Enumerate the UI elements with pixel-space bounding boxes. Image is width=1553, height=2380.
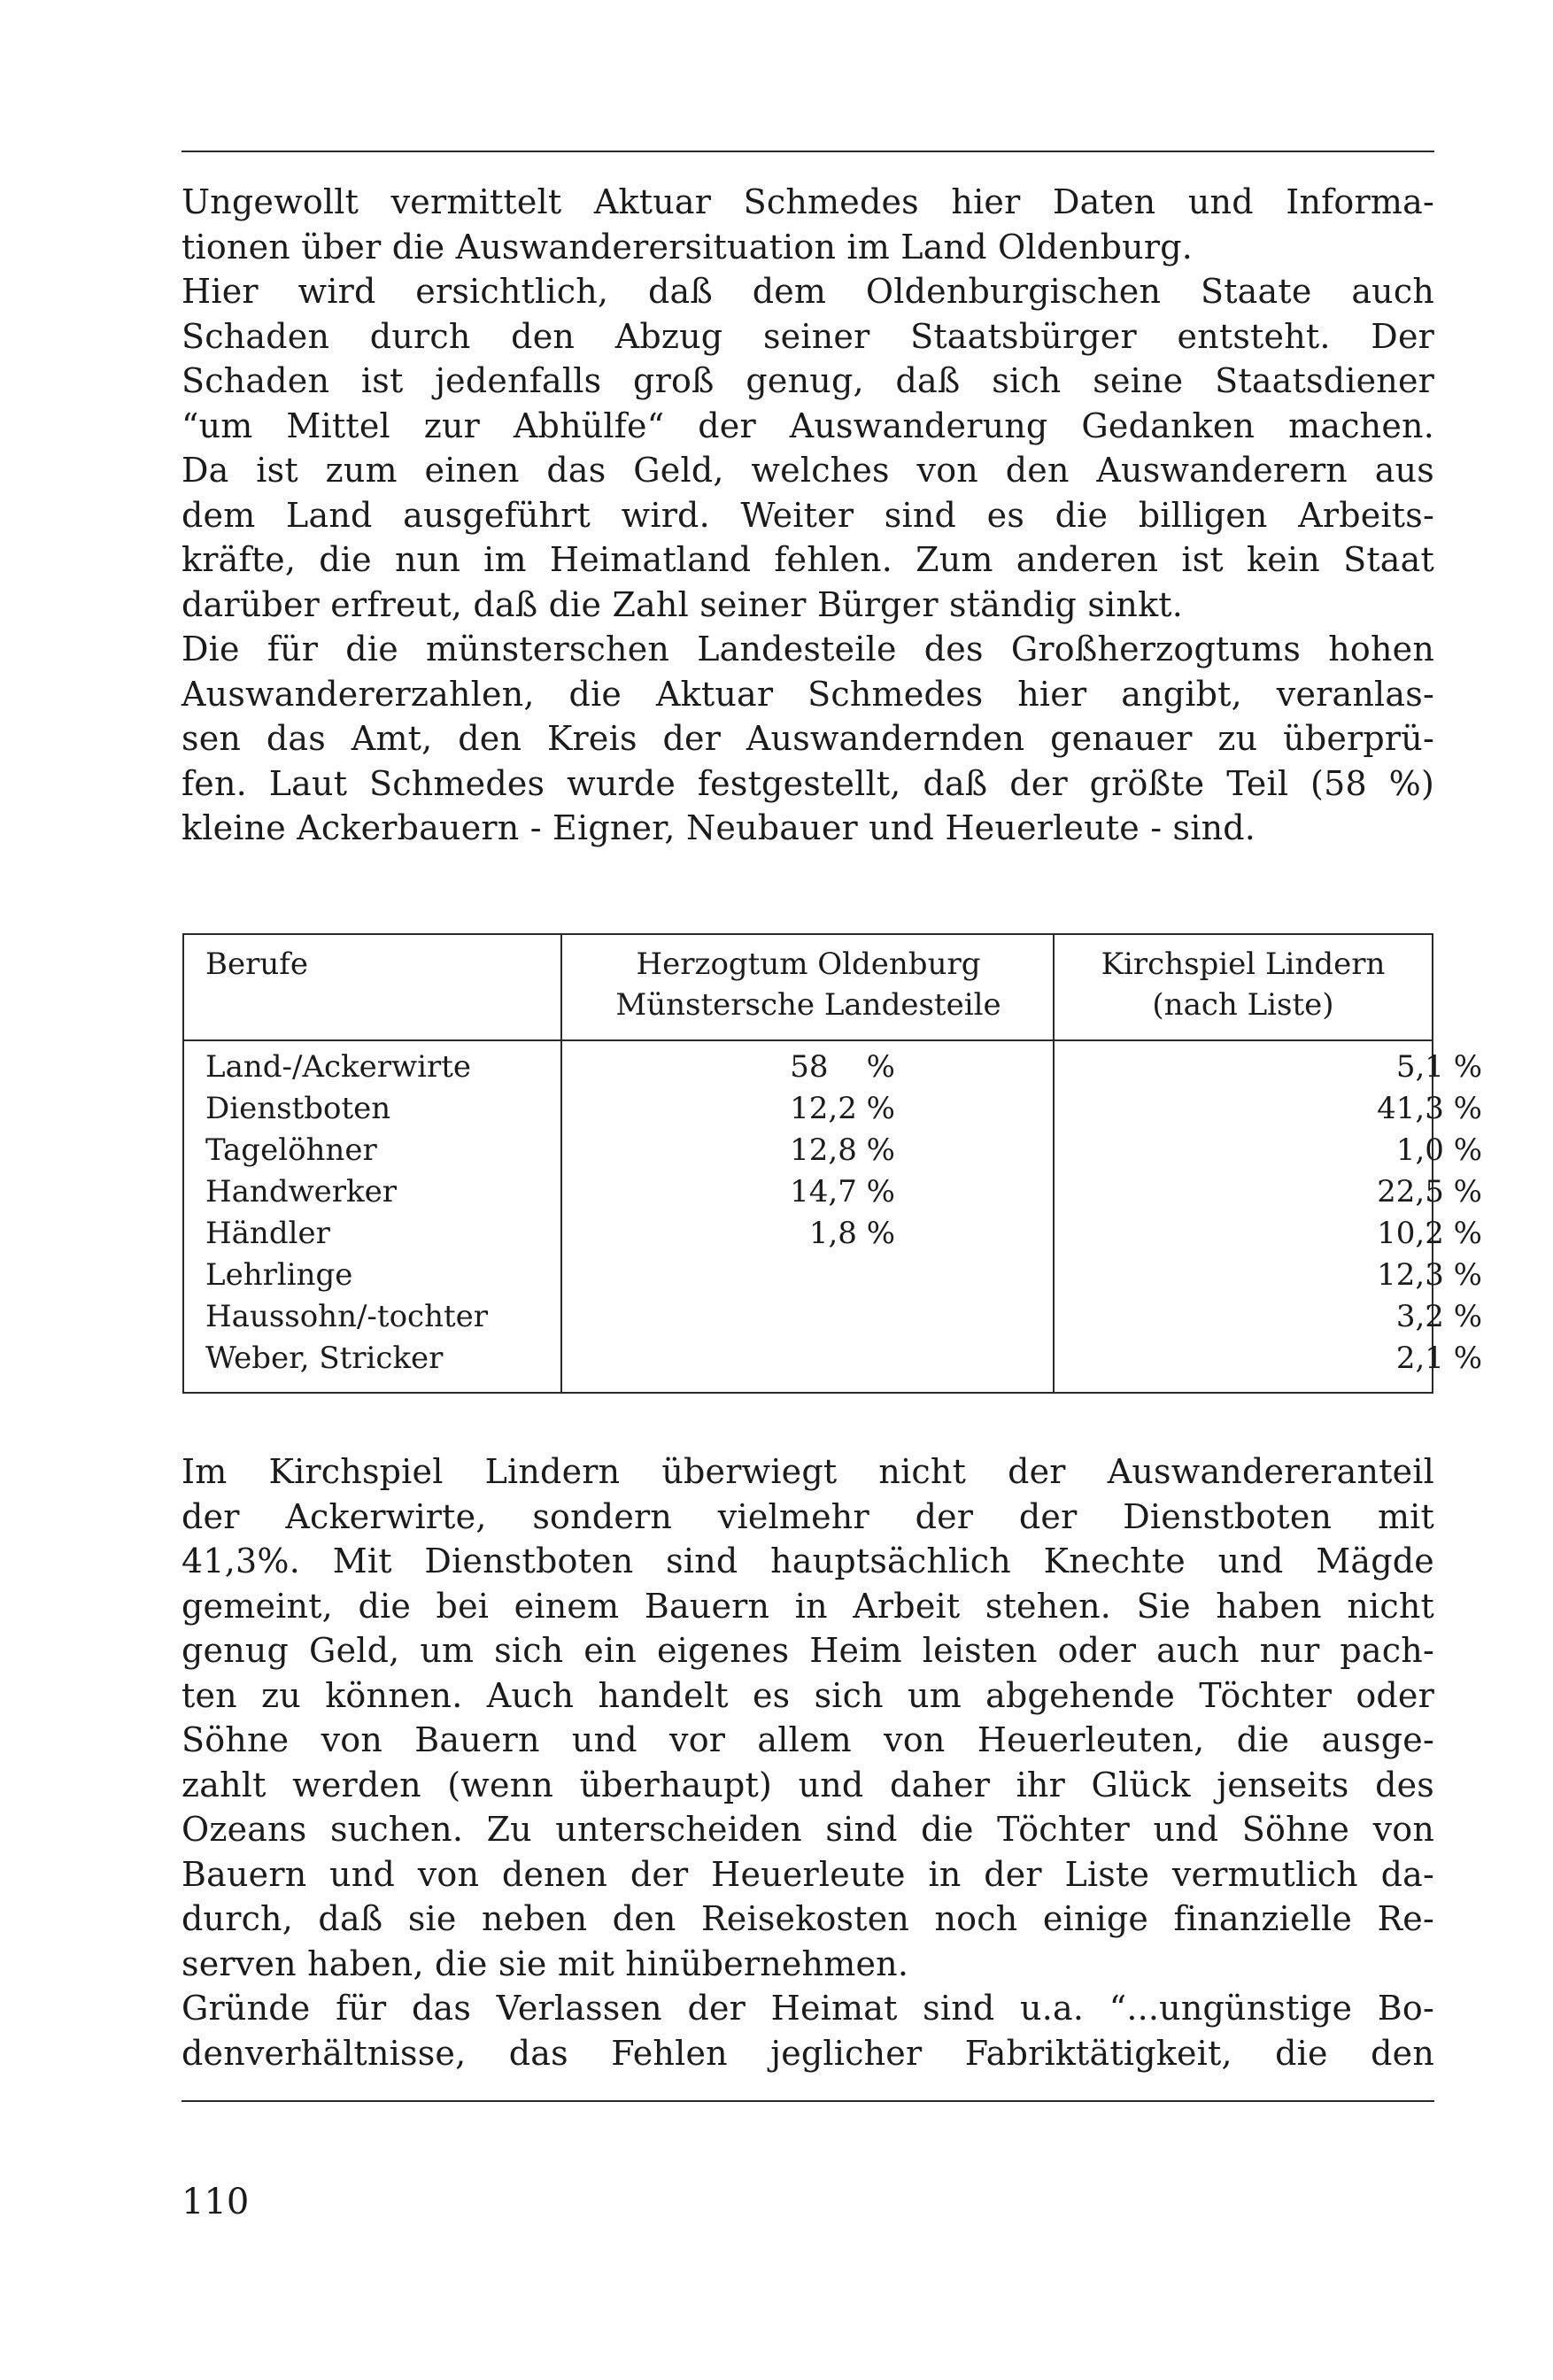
- text-line: ten zu können. Auch handelt es sich um abgehende Töchter oder: [182, 1675, 1434, 1715]
- table-cell-beruf: Handwerker: [205, 1174, 398, 1209]
- text-line: gemeint, die bei einem Bauern in Arbeit stehen. Sie haben nicht: [182, 1586, 1434, 1626]
- text-line: Gründe für das Verlassen der Heimat sind u.a. “...ungünstige Bo-: [182, 1989, 1434, 2028]
- text-line: darüber erfreut, daß die Zahl seiner Bürger ständig sinkt.: [182, 584, 1184, 624]
- text-line: genug Geld, um sich ein eigenes Heim leisten oder auch nur pach-: [182, 1631, 1434, 1670]
- table-cell-beruf: Händler: [205, 1216, 330, 1251]
- text-line: dem Land ausgeführt wird. Weiter sind es die billigen Arbeits-: [182, 495, 1434, 535]
- text-line: “um Mittel zur Abhülfe“ der Auswanderung Gedanken machen.: [182, 406, 1434, 445]
- table-cell-beruf: Land-/Ackerwirte: [205, 1049, 472, 1085]
- bottom-rule: [182, 2100, 1434, 2102]
- table-cell-lindern: 3,2 %: [1395, 1299, 1482, 1334]
- table-cell-oldenburg: 12,8 %: [790, 1132, 895, 1168]
- table-cell-beruf: Tagelöhner: [205, 1132, 377, 1168]
- table-cell-oldenburg: 14,7 %: [790, 1174, 895, 1209]
- table-cell-lindern: 12,3 %: [1377, 1257, 1482, 1293]
- text-line: kleine Ackerbauern - Eigner, Neubauer und Heuerleute - sind.: [182, 808, 1256, 847]
- table-header-lindern: Kirchspiel Lindern (nach Liste): [1101, 947, 1386, 1023]
- table-cell-oldenburg: [562, 1296, 895, 1338]
- occupations-table: [182, 933, 1482, 1394]
- text-line: Im Kirchspiel Lindern überwiegt nicht der Auswandereranteil: [182, 1452, 1434, 1491]
- table-column-berufe: [184, 935, 560, 1392]
- page-number: 110: [182, 2182, 250, 2222]
- table-cell-oldenburg: 1,8 %: [808, 1216, 895, 1251]
- table-cell-oldenburg: [562, 1338, 895, 1379]
- text-line: Schaden durch den Abzug seiner Staatsbürger entsteht. Der: [182, 316, 1434, 356]
- table-cell-beruf: Haussohn/-tochter: [205, 1299, 489, 1334]
- table-cell-beruf: Lehrlinge: [205, 1257, 353, 1293]
- table-cell-beruf: Dienstboten: [205, 1091, 391, 1126]
- paragraph-2: [182, 1449, 1434, 2075]
- text-line: fen. Laut Schmedes wurde festgestellt, daß der größte Teil (58 %): [182, 763, 1434, 803]
- text-line: kräfte, die nun im Heimatland fehlen. Zum anderen ist kein Staat: [182, 540, 1434, 579]
- table-cell-lindern: 41,3 %: [1377, 1091, 1482, 1126]
- text-line: Die für die münsterschen Landesteile des Großherzogtums hohen: [182, 630, 1434, 668]
- text-line: sen das Amt, den Kreis der Auswandernden genauer zu überprü-: [182, 719, 1434, 758]
- table-cell-lindern: 22,5 %: [1377, 1174, 1482, 1209]
- top-rule: [182, 151, 1434, 152]
- text-line: Schaden ist jedenfalls groß genug, daß sich seine Staatsdiener: [182, 361, 1434, 400]
- text-line: Bauern und von denen der Heuerleute in der Liste vermutlich da-: [182, 1854, 1434, 1894]
- text-line: zahlt werden (wenn überhaupt) und daher ihr Glück jenseits des: [182, 1765, 1434, 1804]
- table-cell-lindern: 2,1 %: [1395, 1341, 1482, 1376]
- table-cell-oldenburg: 12,2 %: [790, 1091, 895, 1126]
- table-cell-oldenburg: 58 %: [790, 1049, 895, 1085]
- text-line: Auswandererzahlen, die Aktuar Schmedes hier angibt, veranlas-: [182, 674, 1434, 714]
- text-line: der Ackerwirte, sondern vielmehr der der Dienstboten mit: [182, 1496, 1434, 1536]
- text-line: serven haben, die sie mit hinübernehmen.: [182, 1943, 909, 1983]
- text-line: denverhältnisse, das Fehlen jeglicher Fabriktätigkeit, die den: [182, 2033, 1434, 2073]
- text-line: Hier wird ersichtlich, daß dem Oldenburgischen Staate auch: [182, 272, 1434, 311]
- text-line: Söhne von Bauern und vor allem von Heuerleuten, die ausge-: [182, 1720, 1434, 1759]
- table-cell-lindern: 5,1 %: [1395, 1049, 1482, 1085]
- table-column-oldenburg: [560, 935, 1055, 1392]
- table-cell-lindern: 1,0 %: [1395, 1132, 1482, 1168]
- table-header-oldenburg: Herzogtum Oldenburg Münstersche Landesteile: [615, 947, 1001, 1023]
- paragraph-1: [182, 180, 1434, 851]
- table-column-lindern: [1053, 935, 1482, 1392]
- text-line: durch, daß sie neben den Reisekosten noch einige finanzielle Re-: [182, 1899, 1434, 1938]
- table-cell-beruf: Weber, Stricker: [205, 1341, 444, 1376]
- text-line: Ozeans suchen. Zu unterscheiden sind die Töchter und Söhne von: [182, 1810, 1434, 1849]
- table-header-berufe: Berufe: [205, 947, 308, 982]
- text-line: Ungewollt vermittelt Aktuar Schmedes hier Daten und Informa-: [182, 182, 1434, 221]
- table-cell-lindern: 10,2 %: [1377, 1216, 1482, 1251]
- text-line: tionen über die Auswanderersituation im Land Oldenburg.: [182, 227, 1194, 267]
- text-line: 41,3%. Mit Dienstboten sind hauptsächlich Knechte und Mägde: [182, 1542, 1434, 1580]
- text-line: Da ist zum einen das Geld, welches von den Auswanderern aus: [182, 451, 1434, 490]
- table-cell-oldenburg: [562, 1255, 895, 1296]
